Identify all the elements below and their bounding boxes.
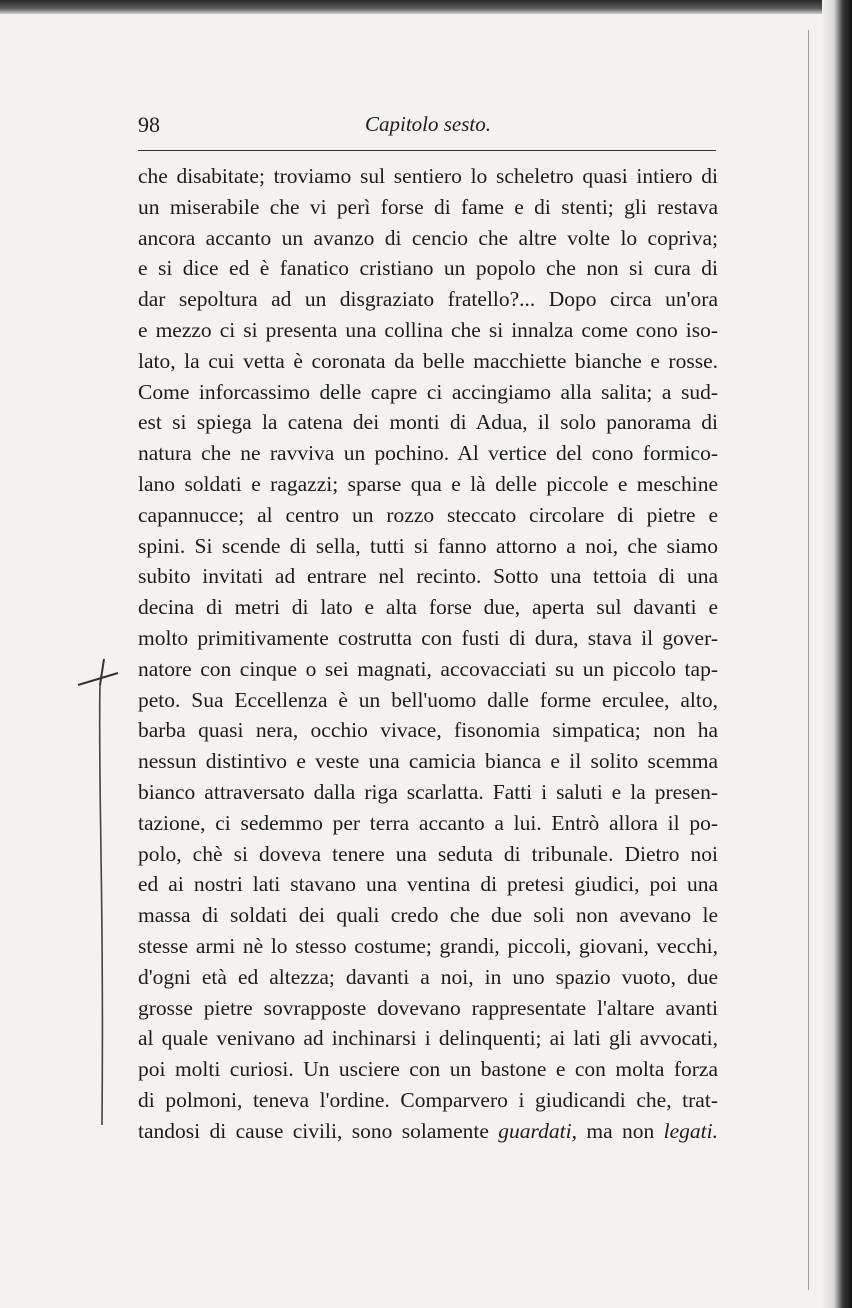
text-line: spini. Si scende di sella, tutti si fanno attorno a noi, che siamo bbox=[138, 533, 718, 558]
page-top-edge bbox=[0, 0, 852, 14]
text-line: est si spiega la catena dei monti di Adua, il solo panorama di bbox=[138, 410, 718, 435]
italic-word: legati. bbox=[663, 1118, 718, 1143]
text-line: natore con cinque o sei magnati, accovacciati su un piccolo tap- bbox=[138, 656, 718, 681]
text-span: ma non bbox=[576, 1118, 664, 1143]
text-line: barba quasi nera, occhio vivace, fisonomia simpatica; non ha bbox=[138, 718, 718, 743]
text-line: e si dice ed è fanatico cristiano un popolo che non si cura di bbox=[138, 256, 718, 281]
text-span: tandosi di cause civili, sono solamente bbox=[138, 1118, 499, 1143]
italic-word: guardati, bbox=[498, 1118, 577, 1143]
running-head: Capitolo sesto. bbox=[364, 112, 491, 136]
text-line: nessun distintivo e veste una camicia bianca e il solito scemma bbox=[138, 749, 718, 774]
text-line: d'ogni età ed altezza; davanti a noi, in uno spazio vuoto, due bbox=[138, 964, 718, 989]
text-line: subito invitati ad entrare nel recinto. Sotto una tettoia di una bbox=[138, 564, 718, 589]
text-line: poi molti curiosi. Un usciere con un bastone e con molta forza bbox=[138, 1057, 718, 1082]
pencil-margin-mark-icon bbox=[60, 655, 120, 1135]
text-line: molto primitivamente costrutta con fusti di dura, stava il gover- bbox=[138, 625, 718, 650]
header-rule bbox=[138, 150, 716, 151]
text-line: peto. Sua Eccellenza è un bell'uomo dalle forme erculee, alto, bbox=[138, 687, 718, 712]
body-text bbox=[138, 161, 718, 1147]
text-line: e mezzo ci si presenta una collina che si innalza come cono iso- bbox=[138, 317, 718, 342]
text-line: massa di soldati dei quali credo che due soli non avevano le bbox=[138, 903, 718, 928]
text-line: dar sepoltura ad un disgraziato fratello?... Dopo circa un'ora bbox=[138, 287, 718, 312]
text-line: grosse pietre sovrapposte dovevano rappresentate l'altare avanti bbox=[138, 995, 718, 1020]
text-line: Come inforcassimo delle capre ci accingiamo alla salita; a sud- bbox=[138, 379, 718, 404]
text-line: di polmoni, teneva l'ordine. Comparvero i giudicandi che, trat- bbox=[138, 1087, 718, 1112]
binding-edge bbox=[822, 0, 852, 1308]
text-line: che disabitate; troviamo sul sentiero lo scheletro quasi intiero di bbox=[138, 164, 718, 188]
text-line: ancora accanto un avanzo di cencio che altre volte lo copriva; bbox=[138, 225, 718, 250]
page-crease bbox=[808, 30, 809, 1290]
text-line: tazione, ci sedemmo per terra accanto a lui. Entrò allora il po- bbox=[138, 810, 718, 835]
text-line: lano soldati e ragazzi; sparse qua e là delle piccole e meschine bbox=[138, 471, 718, 496]
text-line: stesse armi nè lo stesso costume; grandi, piccoli, giovani, vecchi, bbox=[138, 933, 718, 958]
text-line: decina di metri di lato e alta forse due, aperta sul davanti e bbox=[138, 595, 718, 620]
text-line: ed ai nostri lati stavano una ventina di pretesi giudici, poi una bbox=[138, 872, 718, 897]
page-number: 98 bbox=[138, 112, 160, 137]
text-line-last bbox=[138, 1116, 718, 1147]
text-line: un miserabile che vi perì forse di fame e di stenti; gli restava bbox=[138, 194, 718, 219]
text-line: al quale venivano ad inchinarsi i delinquenti; ai lati gli avvocati, bbox=[138, 1026, 718, 1051]
text-line: capannucce; al centro un rozzo steccato circolare di pietre e bbox=[138, 502, 718, 527]
text-line: lato, la cui vetta è coronata da belle macchiette bianche e rosse. bbox=[138, 348, 718, 373]
text-line: polo, chè si doveva tenere una seduta di tribunale. Dietro noi bbox=[138, 841, 718, 866]
text-line: bianco attraversato dalla riga scarlatta. Fatti i saluti e la presen- bbox=[138, 779, 718, 804]
text-line: natura che ne ravviva un pochino. Al vertice del cono formico- bbox=[138, 441, 718, 466]
page-header bbox=[138, 112, 718, 142]
